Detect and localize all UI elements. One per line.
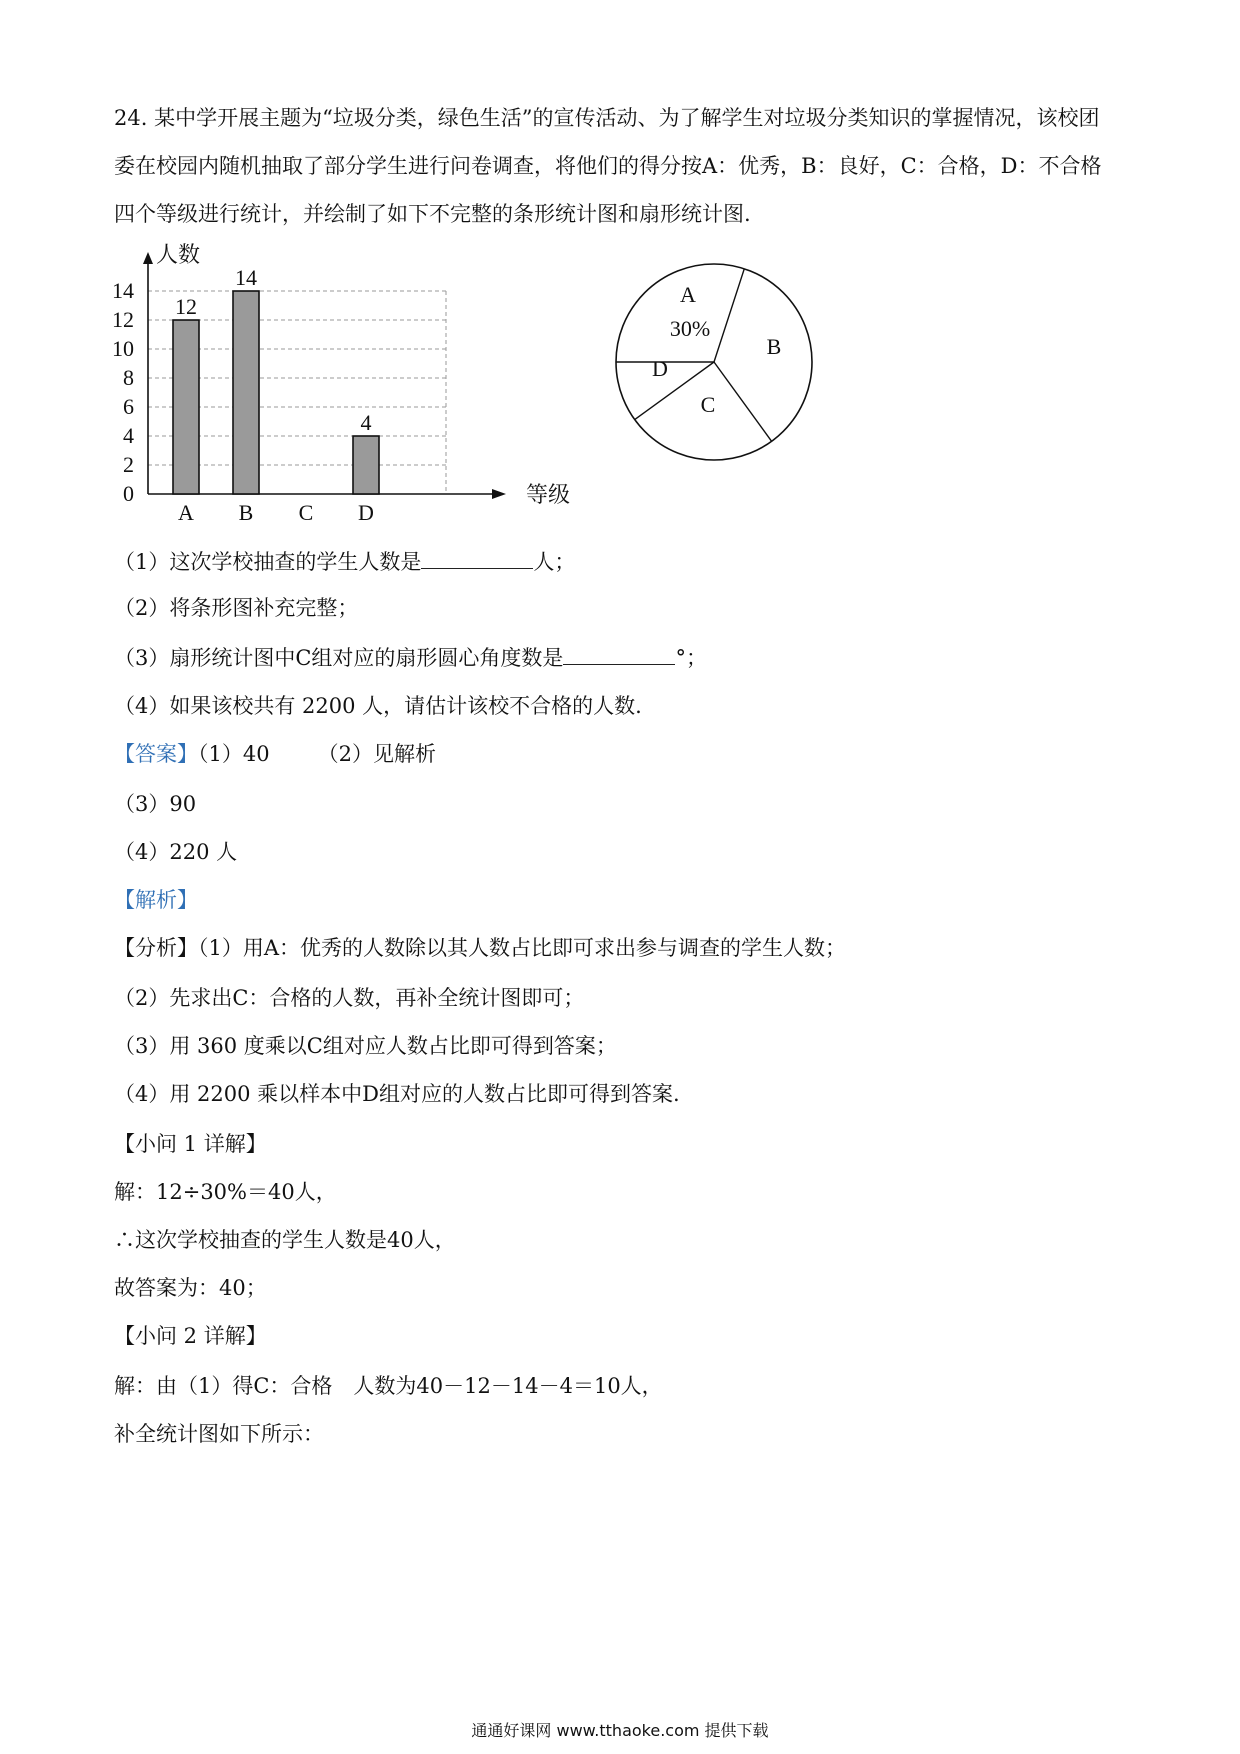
bar-chart — [112, 242, 584, 538]
data-label-B: 14 — [235, 265, 257, 290]
data-label-A: 12 — [175, 294, 197, 319]
subquestion-3-unit: °； — [675, 646, 707, 670]
pie-chart — [604, 262, 824, 482]
question-line-3: 四个等级进行统计，并绘制了如下不完整的条形统计图和扇形统计图. — [114, 202, 751, 226]
analysis-tag: 【解析】 — [114, 888, 198, 912]
x-axis-arrow — [492, 489, 506, 499]
detail-2-line-1: 解：由（1）得C：合格 人数为40－12－14－4＝10人， — [114, 1374, 663, 1398]
y-axis-arrow — [143, 252, 153, 264]
subquestion-3 — [114, 642, 707, 672]
y-tick-label: 12 — [112, 307, 134, 332]
analysis-fenxi: 【分析】（1）用A：优秀的人数除以其人数占比即可求出参与调查的学生人数； — [114, 936, 847, 960]
y-tick-label: 8 — [123, 365, 134, 390]
charts-area — [112, 242, 834, 538]
bar-A — [173, 320, 199, 494]
pie-label-D: D — [652, 356, 668, 381]
analysis-line-2: （2）先求出C：合格的人数，再补全统计图即可； — [114, 986, 585, 1010]
subquestion-1 — [114, 546, 575, 576]
y-tick-label: 14 — [112, 278, 134, 303]
answer-1: （1）40 — [198, 742, 270, 766]
y-tick-label: 4 — [123, 423, 134, 448]
detail-1-tag: 【小问 1 详解】 — [114, 1132, 267, 1156]
y-tick-label: 2 — [123, 452, 134, 477]
pie-label-A: A — [680, 282, 696, 307]
answer-blank-3[interactable] — [563, 642, 675, 665]
question-line-1: 24. 某中学开展主题为“垃圾分类，绿色生活”的宣传活动、为了解学生对垃圾分类知识的掌握情况，该校团 — [114, 106, 1100, 130]
page-footer: 通通好课网 www.tthaoke.com 提供下载 — [471, 1721, 769, 1740]
pie-label-B: B — [766, 334, 782, 359]
bar-B — [233, 291, 259, 494]
x-tick-label-D: D — [358, 500, 374, 525]
subquestion-2: （2）将条形图补充完整； — [114, 596, 359, 620]
subquestion-3-text: （3）扇形统计图中C组对应的扇形圆心角度数是 — [114, 646, 564, 670]
detail-1-line-2: ∴这次学校抽查的学生人数是40人， — [114, 1228, 456, 1252]
question-line-2: 委在校园内随机抽取了部分学生进行问卷调查，将他们的得分按A：优秀，B：良好，C：合格，D：不合格 — [114, 154, 1102, 178]
answer-2: （2）见解析 — [317, 742, 436, 766]
x-axis-label: 等级 — [526, 482, 571, 507]
detail-1-line-1: 解：12÷30%＝40人， — [114, 1180, 337, 1204]
y-tick-label: 10 — [112, 336, 134, 361]
x-tick-label-C: C — [298, 500, 314, 525]
subquestion-4: （4）如果该校共有 2200 人，请估计该校不合格的人数. — [114, 694, 642, 718]
answer-4: （4）220 人 — [114, 840, 238, 864]
y-axis-label: 人数 — [156, 242, 201, 267]
answer-line-1 — [114, 740, 436, 768]
detail-2-tag: 【小问 2 详解】 — [114, 1324, 267, 1348]
x-tick-label-B: B — [238, 500, 254, 525]
analysis-line-4: （4）用 2200 乘以样本中D组对应的人数占比即可得到答案. — [114, 1082, 680, 1106]
pie-label-C: C — [700, 392, 716, 417]
bar-D — [353, 436, 379, 494]
subquestion-1-unit: 人； — [533, 550, 576, 574]
detail-1-line-3: 故答案为：40； — [114, 1276, 267, 1300]
subquestion-1-text: （1）这次学校抽查的学生人数是 — [114, 550, 422, 574]
detail-2-line-2: 补全统计图如下所示： — [114, 1422, 324, 1446]
y-tick-label: 0 — [123, 481, 134, 506]
pie-percent-A: 30% — [669, 316, 711, 341]
data-label-D: 4 — [360, 410, 372, 435]
answer-3: （3）90 — [114, 792, 197, 816]
x-tick-label-A: A — [178, 500, 194, 525]
answer-blank-1[interactable] — [421, 546, 533, 569]
y-tick-label: 6 — [123, 394, 134, 419]
answer-tag: 【答案】 — [114, 742, 198, 766]
analysis-line-3: （3）用 360 度乘以C组对应人数占比即可得到答案； — [114, 1034, 617, 1058]
